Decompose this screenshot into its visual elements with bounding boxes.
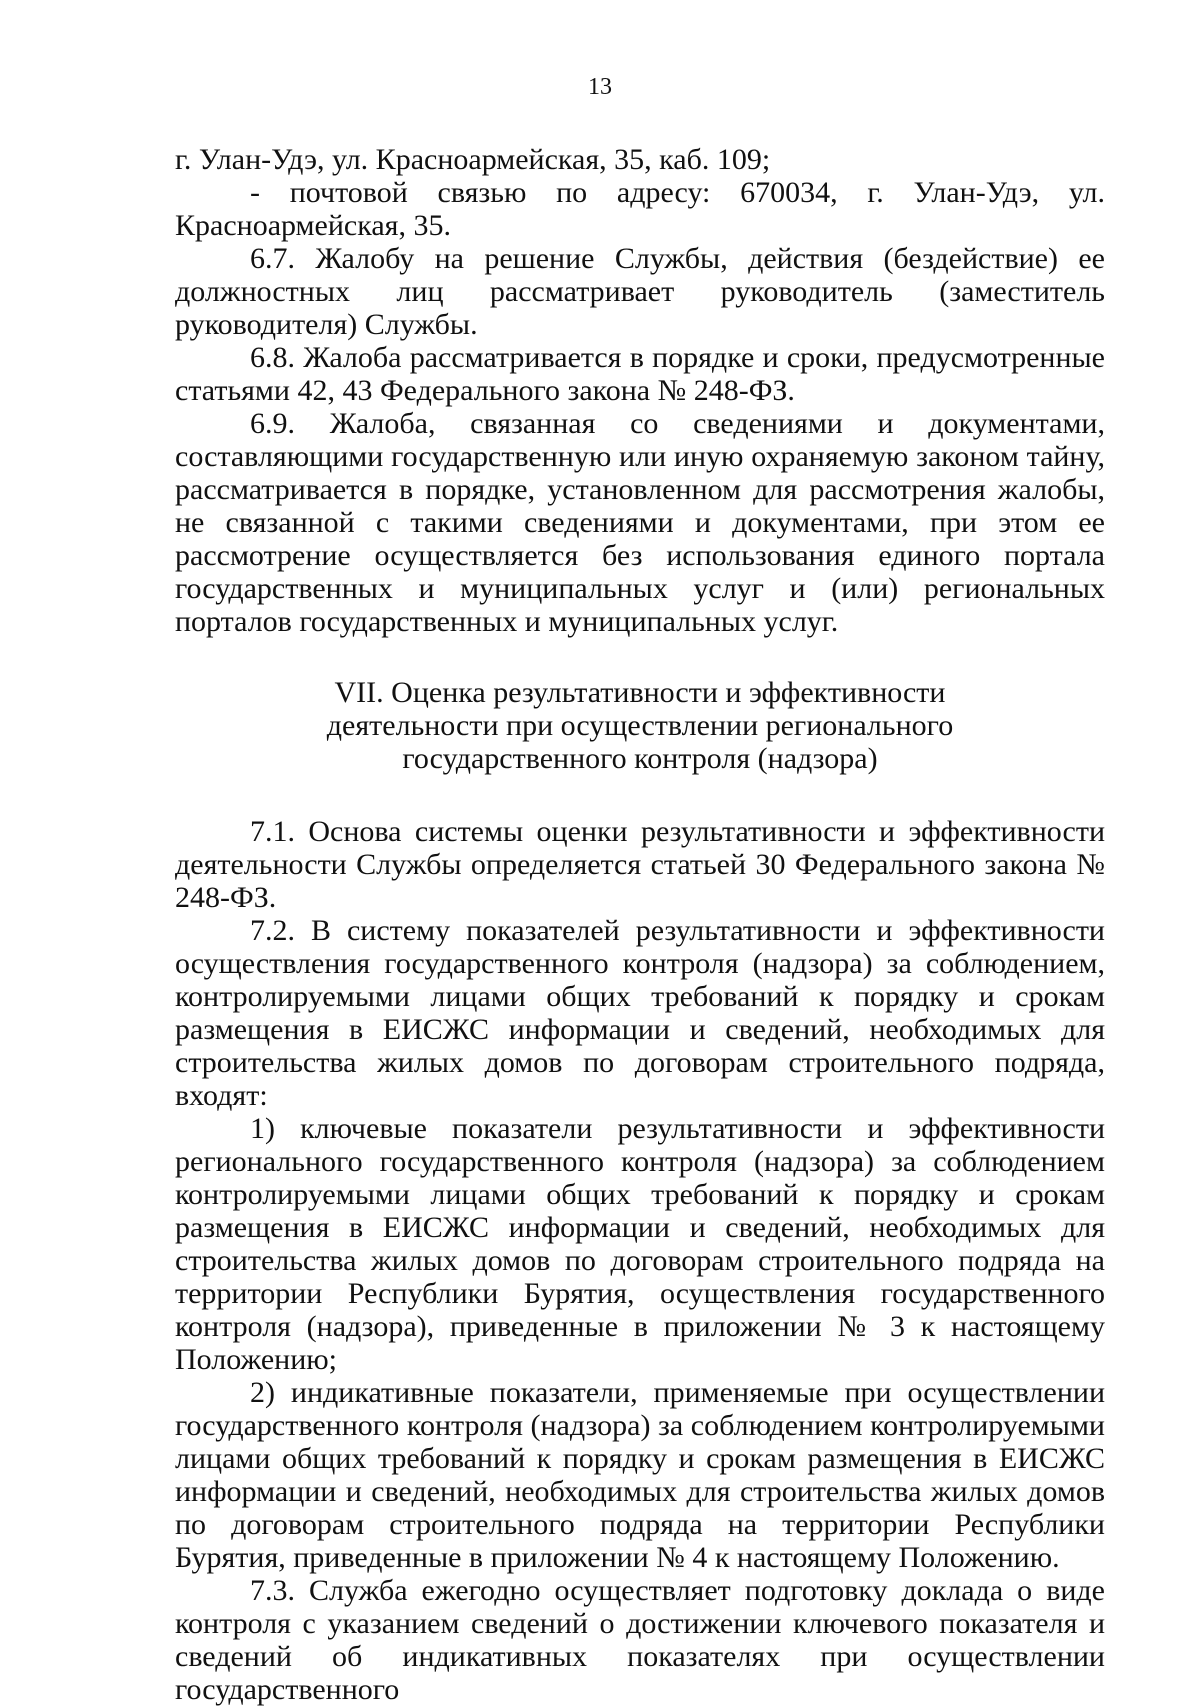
heading-line-1: VII. Оценка результативности и эффективности <box>334 676 946 709</box>
paragraph-7-2: 7.2. В систему показателей результативности и эффективности осуществления государственного контроля (надзора) за соблюдением, контролируемыми лицами общих требований к порядку и срокам размещения в ЕИСЖС информации и сведений, необходимых для строительства жилых домов по договорам строительного подряда, входят: <box>175 914 1105 1112</box>
heading-line-3: государственного контроля (надзора) <box>402 742 878 775</box>
paragraph-6-9: 6.9. Жалоба, связанная со сведениями и документами, составляющими государственную или иную охраняемую законом тайну, рассматривается в порядке, установленном для рассмотрения жалобы, не связанной с такими сведениями и документами, при этом ее рассмотрение осуществляется без использования единого портала государственных и муниципальных услуг и (или) региональных порталов государственных и муниципальных услуг. <box>175 407 1105 638</box>
page-number: 13 <box>588 74 612 100</box>
paragraph-7-3: 7.3. Служба ежегодно осуществляет подготовку доклада о виде контроля с указанием сведений о достижении ключевого показателя и сведений об индикативных показателях при осуществлении государственного <box>175 1574 1105 1706</box>
paragraph-list-item-2: 2) индикативные показатели, применяемые при осуществлении государственного контроля (надзора) за соблюдением контролируемыми лицами общих требований к порядку и срокам размещения в ЕИСЖС информации и сведений, необходимых для строительства жилых домов по договорам строительного подряда на территории Республики Бурятия, приведенные в приложении № 4 к настоящему Положению. <box>175 1376 1105 1574</box>
paragraph-list-item-1: 1) ключевые показатели результативности и эффективности регионального государственного контроля (надзора) за соблюдением контролируемыми лицами общих требований к порядку и срокам размещения в ЕИСЖС информации и сведений, необходимых для строительства жилых домов по договорам строительного подряда на территории Республики Бурятия, осуществления государственного контроля (надзора), приведенные в приложении № 3 к настоящему Положению; <box>175 1112 1105 1376</box>
heading-line-2: деятельности при осуществлении регионального <box>326 709 954 742</box>
document-body <box>175 143 1105 1706</box>
paragraph-7-1: 7.1. Основа системы оценки результативности и эффективности деятельности Службы определяется статьей 30 Федерального закона № 248-ФЗ. <box>175 815 1105 914</box>
paragraph-6-8: 6.8. Жалоба рассматривается в порядке и сроки, предусмотренные статьями 42, 43 Федерального закона № 248-ФЗ. <box>175 341 1105 407</box>
paragraph-postal-address: - почтовой связью по адресу: 670034, г. Улан-Удэ, ул. Красноармейская, 35. <box>175 176 1105 242</box>
paragraph-address-continuation: г. Улан-Удэ, ул. Красноармейская, 35, каб. 109; <box>175 143 771 176</box>
section-7-heading <box>175 676 1105 775</box>
paragraph-6-7: 6.7. Жалобу на решение Службы, действия (бездействие) ее должностных лиц рассматривает руководитель (заместитель руководителя) Службы. <box>175 242 1105 341</box>
